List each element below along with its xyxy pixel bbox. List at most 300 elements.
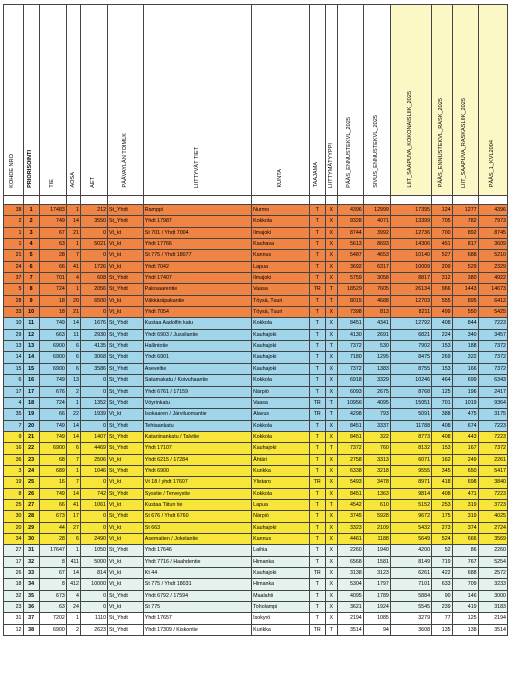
table-cell: 19 (23, 409, 39, 420)
column-header (390, 5, 431, 196)
table-cell: 4653 (363, 250, 390, 261)
table-cell: 6261 (390, 568, 431, 579)
table-cell: St_Yhdt (108, 431, 144, 442)
table-cell: 12703 (390, 295, 431, 306)
table-cell: T (309, 511, 325, 522)
table-cell: 3323 (337, 522, 363, 533)
table-cell: 10 (4, 318, 24, 329)
table-cell: X (325, 545, 337, 556)
table-cell: 5487 (337, 250, 363, 261)
table-cell: 499 (432, 307, 453, 318)
table-cell: 3621 (337, 602, 363, 613)
table-cell: 18529 (337, 284, 363, 295)
table-cell: 94 (363, 624, 390, 635)
table-cell: 3569 (478, 533, 507, 544)
table-cell: Vt_kt (108, 250, 144, 261)
table-cell: 22 (66, 409, 80, 420)
table-cell: 6 (66, 341, 80, 352)
table-cell: 767 (452, 556, 478, 567)
table-cell: 67 (39, 227, 66, 238)
column-header-label: PÄÄS_ENNUSTEKVL_RASK_2025 (438, 98, 445, 188)
table-cell: 12736 (390, 227, 431, 238)
table-cell: 16 (23, 375, 39, 386)
table-cell: 312 (432, 273, 453, 284)
table-cell: 224 (432, 329, 453, 340)
table-cell: 37 (23, 613, 39, 624)
table-cell: 8 (39, 556, 66, 567)
table-cell: 3745 (337, 511, 363, 522)
table-cell: 345 (432, 465, 453, 476)
table-cell: 9814 (390, 488, 431, 499)
table-cell: 530 (363, 341, 390, 352)
table-cell: 5152 (390, 499, 431, 510)
table-cell: 1061 (80, 499, 107, 510)
table-cell: Yhdt 17766 (143, 239, 251, 250)
table-cell: Kurikka (252, 624, 309, 635)
spacer-cell (39, 196, 66, 205)
table-cell: T (309, 239, 325, 250)
table-cell: St_Yhdt (108, 284, 144, 295)
table-cell: 524 (432, 533, 453, 544)
table-cell: Yhdt 6901 (143, 352, 251, 363)
table-cell: 5091 (390, 409, 431, 420)
table-cell: 7180 (337, 352, 363, 363)
table-cell: St_Yhdt (108, 273, 144, 284)
table-cell: 7101 (390, 579, 431, 590)
table-cell: 37 (4, 273, 24, 284)
table-cell: Yhdt 6792 / 17594 (143, 590, 251, 601)
table-cell: 700 (432, 227, 453, 238)
table-cell: Vt_kt (108, 568, 144, 579)
table-cell: 6 (23, 261, 39, 272)
table-cell: 1277 (452, 205, 478, 216)
table-cell: 22 (23, 443, 39, 454)
table-cell: Maalahti (252, 590, 309, 601)
table-cell: 666 (452, 533, 478, 544)
table-cell: Kannus (252, 250, 309, 261)
table-cell: 17647 (39, 545, 66, 556)
table-cell: 374 (452, 522, 478, 533)
column-header (432, 5, 453, 196)
table-cell: Kokkola (252, 318, 309, 329)
table-cell: 7902 (390, 341, 431, 352)
table-cell: 408 (432, 318, 453, 329)
table-cell: Vt_kt (108, 261, 144, 272)
table-cell: 44 (39, 522, 66, 533)
table-cell: 7223 (478, 488, 507, 499)
table-cell: Kokkola (252, 488, 309, 499)
table-cell: 17 (4, 386, 24, 397)
table-cell: Vt_kt (108, 556, 144, 567)
column-header-label: KUNTA (276, 169, 283, 188)
table-cell: 6500 (80, 295, 107, 306)
table-cell: 7 (66, 477, 80, 488)
table-cell: St 701 / Yhdt 7004 (143, 227, 251, 238)
table-cell: X (325, 579, 337, 590)
column-header-label: PRIORISOINTI (27, 149, 34, 188)
table-cell: Kauhajoki (252, 568, 309, 579)
table-cell: 422 (432, 568, 453, 579)
table-cell: 673 (39, 590, 66, 601)
column-header (80, 5, 107, 196)
table-cell: Kauhajoki (252, 522, 309, 533)
table-row (4, 533, 508, 544)
table-cell: 2490 (80, 533, 107, 544)
column-header (478, 5, 507, 196)
table-cell: 10000 (80, 579, 107, 590)
table-row (4, 409, 508, 420)
table-cell: 555 (432, 295, 453, 306)
table-cell: T (309, 590, 325, 601)
table-cell: 3329 (363, 375, 390, 386)
table-cell: 28 (23, 511, 39, 522)
table-cell: 2056 (80, 284, 107, 295)
table-row (4, 556, 508, 567)
table-row (4, 250, 508, 261)
table-cell: 5210 (478, 250, 507, 261)
table-cell: 28 (39, 250, 66, 261)
table-cell: 6 (66, 352, 80, 363)
table-cell: 15051 (390, 397, 431, 408)
table-cell: 6 (66, 363, 80, 374)
table-cell: T (309, 375, 325, 386)
table-row (4, 465, 508, 476)
table-cell: 698 (452, 477, 478, 488)
table-cell: 1940 (363, 545, 390, 556)
table-cell: 63 (39, 602, 66, 613)
column-header-label: AET (90, 176, 97, 188)
table-cell: 3123 (363, 568, 390, 579)
table-cell: 4688 (363, 295, 390, 306)
table-cell: 2506 (80, 454, 107, 465)
table-cell: 749 (39, 216, 66, 227)
table-cell: Yhdt 7054 (143, 307, 251, 318)
table-cell: Ähtäri (252, 454, 309, 465)
table-cell: Kokkola (252, 375, 309, 386)
table-cell: St_Yhdt (108, 545, 144, 556)
table-cell: St_Yhdt (108, 397, 144, 408)
table-cell: 14 (66, 488, 80, 499)
table-cell: Kokkola (252, 216, 309, 227)
table-cell: 7 (23, 273, 39, 284)
table-cell: X (325, 465, 337, 476)
table-cell: 6 (66, 443, 80, 454)
table-cell: 688 (452, 250, 478, 261)
table-cell: 135 (432, 624, 453, 635)
table-cell: 2194 (478, 613, 507, 624)
table-row (4, 205, 508, 216)
table-cell: 4071 (363, 216, 390, 227)
table-cell: 0 (80, 522, 107, 533)
table-row (4, 454, 508, 465)
table-cell: 19 (4, 477, 24, 488)
table-row (4, 318, 508, 329)
table-cell: 14673 (478, 284, 507, 295)
table-cell: St_Yhdt (108, 375, 144, 386)
table-cell: X (325, 431, 337, 442)
table-cell: 1443 (452, 284, 478, 295)
table-cell: 7202 (39, 613, 66, 624)
table-cell: 8 (4, 488, 24, 499)
table-cell: 3313 (363, 454, 390, 465)
table-cell: Närpiö (252, 511, 309, 522)
table-cell: 12 (4, 624, 24, 635)
table-cell: 419 (452, 602, 478, 613)
table-cell: 3279 (390, 613, 431, 624)
table-cell: T (309, 386, 325, 397)
table-cell: X (325, 273, 337, 284)
table-cell: 1 (66, 397, 80, 408)
table-cell: 66 (39, 409, 66, 420)
spacer-cell (452, 196, 478, 205)
table-cell: Yhdt 7716 / Haahdentie (143, 556, 251, 567)
table-cell: 1 (66, 239, 80, 250)
table-cell: Vt_kt (108, 409, 144, 420)
table-cell: 33 (23, 568, 39, 579)
table-row (4, 329, 508, 340)
table-cell: 388 (432, 409, 453, 420)
table-cell: 249 (452, 454, 478, 465)
table-cell: 17 (4, 556, 24, 567)
table-cell: 6821 (390, 329, 431, 340)
table-cell: 18 (39, 307, 66, 318)
table-cell: 17395 (390, 205, 431, 216)
table-cell: 63 (39, 239, 66, 250)
spacer-cell (66, 196, 80, 205)
table-cell: 1 (66, 613, 80, 624)
table-cell: 699 (452, 375, 478, 386)
table-row (4, 443, 508, 454)
table-cell: 7372 (478, 352, 507, 363)
table-cell: St_Yhdt (108, 488, 144, 499)
column-header (108, 5, 144, 196)
table-cell: 2572 (478, 568, 507, 579)
table-cell: 6 (4, 375, 24, 386)
table-cell: 7 (66, 454, 80, 465)
table-cell: X (325, 420, 337, 431)
table-cell: 5 (4, 284, 24, 295)
table-cell: 0 (80, 590, 107, 601)
table-cell: 21 (23, 431, 39, 442)
table-cell: Vt_kt (108, 477, 144, 488)
table-cell: 674 (452, 420, 478, 431)
table-cell: 4095 (337, 590, 363, 601)
table-cell: Töysä, Tuuri (252, 307, 309, 318)
table-cell: 3233 (478, 579, 507, 590)
table-cell: 269 (432, 352, 453, 363)
column-header-label: LIIT_SAAPUVA_KOKONAISLIIK_2025 (407, 91, 414, 188)
table-cell: 1050 (80, 545, 107, 556)
table-cell: 41 (66, 499, 80, 510)
table-cell: 412 (66, 579, 80, 590)
table-cell: 5432 (390, 522, 431, 533)
table-cell: 6338 (337, 465, 363, 476)
table-cell: 5613 (337, 239, 363, 250)
table-cell: 6900 (39, 363, 66, 374)
table-cell: 340 (452, 329, 478, 340)
table-cell: 4095 (363, 397, 390, 408)
table-row (4, 216, 508, 227)
table-cell: 3723 (478, 499, 507, 510)
table-cell: 13 (4, 341, 24, 352)
table-cell: X (325, 363, 337, 374)
table-cell: 550 (452, 307, 478, 318)
table-cell: 5 (23, 250, 39, 261)
table-cell: Kustaa Aadolfin katu (143, 318, 251, 329)
table-cell: 814 (80, 568, 107, 579)
table-cell: 14306 (390, 239, 431, 250)
table-cell: X (325, 205, 337, 216)
table-cell: Sysstie / Terveystie (143, 488, 251, 499)
table-cell: 11 (66, 329, 80, 340)
table-cell: 1 (66, 284, 80, 295)
table-cell: 701 (39, 273, 66, 284)
table-cell: 196 (452, 386, 478, 397)
table-cell: 11 (23, 318, 39, 329)
column-header-label: PÄÄVAYLÄN TOIMLK (121, 133, 128, 188)
table-cell: Katariinankatu / Talvitie (143, 431, 251, 442)
priority-table (3, 4, 508, 636)
table-cell: 966 (432, 284, 453, 295)
table-cell: T (309, 295, 325, 306)
table-cell: Aseveltie (143, 363, 251, 374)
table-cell: Vt 18 / yhdt 17607 (143, 477, 251, 488)
table-cell: 9 (23, 295, 39, 306)
table-cell: 188 (452, 341, 478, 352)
table-cell: Kauhajoki (252, 341, 309, 352)
table-cell: T (325, 499, 337, 510)
table-cell: 319 (452, 511, 478, 522)
table-cell: 4025 (478, 511, 507, 522)
table-cell: 6343 (478, 375, 507, 386)
table-cell: 2260 (337, 545, 363, 556)
table-cell: 1352 (80, 397, 107, 408)
table-cell: 4396 (478, 205, 507, 216)
table-cell: 408 (432, 431, 453, 442)
table-cell: 41 (66, 261, 80, 272)
table-cell: 2260 (478, 545, 507, 556)
table-cell: 8768 (390, 386, 431, 397)
table-cell: 35 (4, 409, 24, 420)
table-cell: 7372 (478, 341, 507, 352)
table-cell: Närpiö (252, 386, 309, 397)
table-cell: T (309, 261, 325, 272)
table-cell: 2194 (337, 613, 363, 624)
table-cell: Kauhava (252, 239, 309, 250)
table-cell: 10 (23, 307, 39, 318)
table-cell: 8211 (390, 307, 431, 318)
table-cell: 6900 (39, 341, 66, 352)
table-cell: 0 (80, 602, 107, 613)
table-cell: Vaasa (252, 397, 309, 408)
column-header-label: LIITTYVÄT TIET (193, 146, 200, 188)
table-cell: 8015 (337, 295, 363, 306)
table-cell: 15 (4, 363, 24, 374)
table-cell: X (325, 307, 337, 318)
table-cell: Kustaa Tiitun tie (143, 499, 251, 510)
table-cell: St_Yhdt (108, 624, 144, 635)
table-cell: 3840 (478, 477, 507, 488)
table-cell: 817 (452, 239, 478, 250)
table-cell: 239 (432, 602, 453, 613)
table-cell: 8451 (337, 420, 363, 431)
table-cell: 6071 (390, 454, 431, 465)
table-cell: 749 (39, 318, 66, 329)
table-row (4, 431, 508, 442)
table-cell: 7372 (337, 341, 363, 352)
table-cell: 77 (432, 613, 453, 624)
table-cell: 23 (4, 602, 24, 613)
table-cell: 319 (452, 499, 478, 510)
table-cell: 742 (80, 488, 107, 499)
table-cell: 7223 (478, 420, 507, 431)
table-cell: 408 (432, 420, 453, 431)
table-cell: 2758 (337, 454, 363, 465)
table-cell: St 775 / Yhdt 18077 (143, 250, 251, 261)
table-cell: 7 (66, 250, 80, 261)
table-cell: 3138 (337, 568, 363, 579)
table-row (4, 273, 508, 284)
table-row (4, 295, 508, 306)
table-cell: Hallintotie (143, 341, 251, 352)
table-cell: Kokkola (252, 431, 309, 442)
table-cell: 2623 (80, 624, 107, 635)
table-cell: 29 (23, 522, 39, 533)
table-cell: T (325, 284, 337, 295)
table-cell: 5417 (478, 465, 507, 476)
column-header (252, 5, 309, 196)
table-row (4, 488, 508, 499)
table-cell: 6412 (478, 295, 507, 306)
spacer-cell (325, 196, 337, 205)
table-cell: T (309, 318, 325, 329)
table-cell: 3550 (80, 216, 107, 227)
table-cell: 18 (39, 295, 66, 306)
table-cell: 724 (39, 397, 66, 408)
table-cell: 8971 (390, 477, 431, 488)
table-cell: 21 (4, 250, 24, 261)
table-cell: 4 (66, 273, 80, 284)
table-row (4, 397, 508, 408)
table-cell: 4 (66, 590, 80, 601)
table-cell: 527 (432, 250, 453, 261)
table-cell: 6900 (39, 624, 66, 635)
table-cell: 6 (66, 533, 80, 544)
table-cell: 8451 (337, 431, 363, 442)
table-cell: Vt_kt (108, 499, 144, 510)
table-cell: 17483 (39, 205, 66, 216)
table-cell: X (325, 477, 337, 488)
table-cell: 3218 (363, 465, 390, 476)
table-cell: 1 (4, 227, 24, 238)
table-cell: 26 (23, 488, 39, 499)
table-cell: Kurikka (252, 465, 309, 476)
table-row (4, 386, 508, 397)
table-cell: 1363 (363, 488, 390, 499)
table-cell: T (309, 454, 325, 465)
table-cell: T (325, 624, 337, 635)
table-cell: 1797 (363, 579, 390, 590)
table-cell: 38 (23, 624, 39, 635)
table-cell: Ramppi (143, 205, 251, 216)
table-cell: 24 (23, 465, 39, 476)
table-cell: St_Yhdt (108, 216, 144, 227)
table-cell: Toholampi (252, 602, 309, 613)
table-cell: 10009 (390, 261, 431, 272)
table-cell: Ilmajoki (252, 273, 309, 284)
table-cell: T (309, 250, 325, 261)
table-cell: St_Yhdt (108, 590, 144, 601)
